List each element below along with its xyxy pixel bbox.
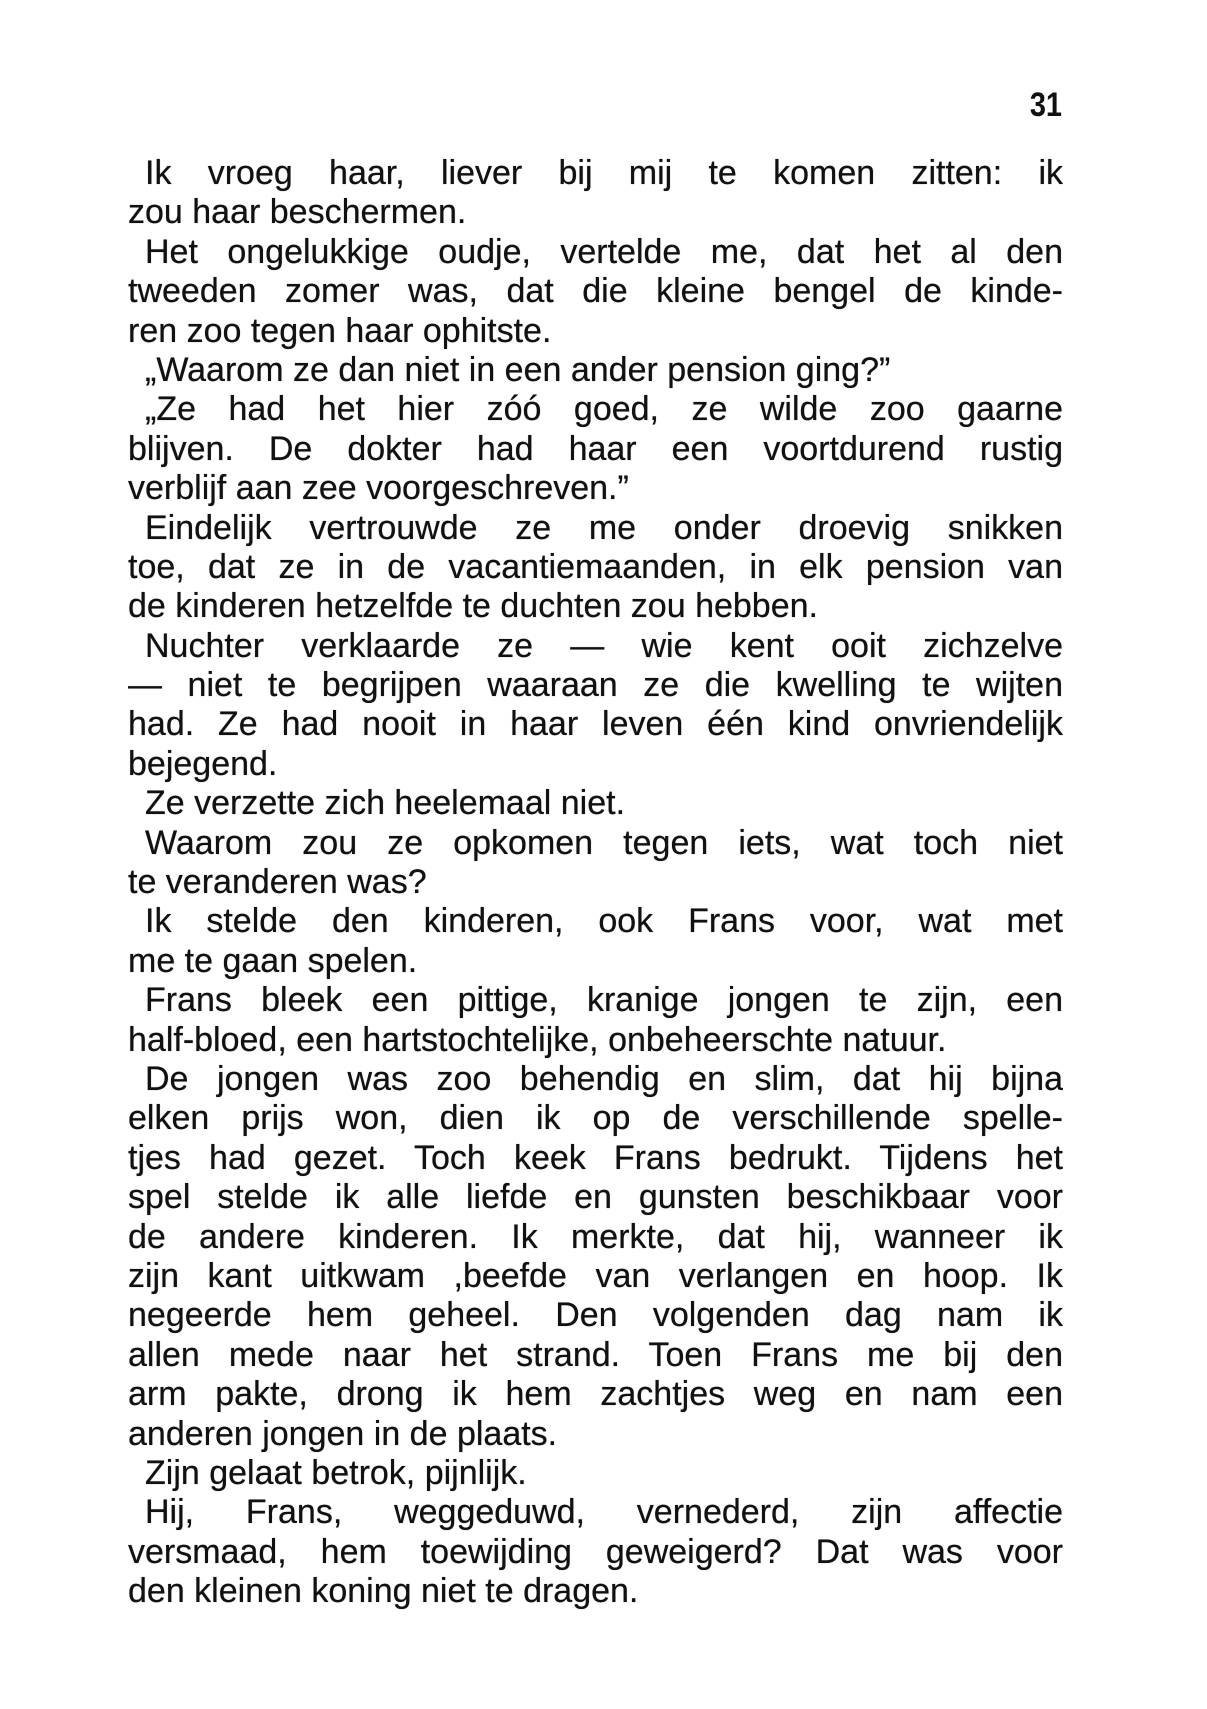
text-line: zou haar beschermen. xyxy=(128,193,467,232)
text-line: „Waarom ze dan niet in een ander pension ging?” xyxy=(145,350,891,389)
text-line: negeerde hem geheel. Den volgenden dag nam ik xyxy=(128,1296,1063,1335)
text-line: me te gaan spelen. xyxy=(128,941,418,980)
text-line: toe, dat ze in de vacantiemaanden, in elk pension van xyxy=(128,547,1063,586)
text-line: ren zoo tegen haar ophitste. xyxy=(128,311,552,350)
text-line: Ik vroeg haar, liever bij mij te komen zitten: ik xyxy=(145,154,1063,192)
text-line: — niet te begrijpen waaraan ze die kwelling te wijten xyxy=(128,666,1063,705)
paragraph xyxy=(128,351,1063,390)
text-line: bejegend. xyxy=(128,744,278,783)
paragraph xyxy=(128,824,1063,903)
text-line: Nuchter verklaarde ze — wie kent ooit zichzelve xyxy=(145,626,1063,665)
text-line: te veranderen was? xyxy=(128,863,427,902)
text-line: Waarom zou ze opkomen tegen iets, wat toch niet xyxy=(145,823,1063,862)
paragraph xyxy=(128,1493,1063,1611)
page-number: 31 xyxy=(1029,86,1062,124)
text-line: den kleinen koning niet te dragen. xyxy=(128,1572,639,1611)
text-line: blijven. De dokter had haar een voortdurend rustig xyxy=(128,429,1063,468)
text-line: Zijn gelaat betrok, pijnlijk. xyxy=(145,1453,527,1492)
text-line: zijn kant uitkwam ,beefde van verlangen en hoop. Ik xyxy=(128,1256,1063,1295)
paragraph xyxy=(128,509,1063,627)
text-line: elken prijs won, dien ik op de verschillende spelle- xyxy=(128,1099,1063,1138)
text-line: Het ongelukkige oudje, vertelde me, dat het al den xyxy=(145,232,1063,271)
text-line: anderen jongen in de plaats. xyxy=(128,1414,558,1453)
paragraph xyxy=(128,627,1063,785)
text-line: spel stelde ik alle liefde en gunsten beschikbaar voor xyxy=(128,1178,1063,1217)
text-line: Frans bleek een pittige, kranige jongen te zijn, een xyxy=(145,981,1063,1020)
paragraph xyxy=(128,784,1063,823)
text-line: had. Ze had nooit in haar leven één kind onvriendelijk xyxy=(128,705,1063,744)
text-line: Hij, Frans, weggeduwd, vernederd, zijn affectie xyxy=(145,1493,1063,1532)
text-line: arm pakte, drong ik hem zachtjes weg en nam een xyxy=(128,1375,1063,1414)
paragraph xyxy=(128,390,1063,508)
paragraph xyxy=(128,902,1063,981)
text-line: Eindelijk vertrouwde ze me onder droevig snikken xyxy=(145,508,1063,547)
text-line: Ik stelde den kinderen, ook Frans voor, wat met xyxy=(145,902,1063,941)
text-line: Ze verzette zich heelemaal niet. xyxy=(145,784,626,823)
text-line: „Ze had het hier zóó goed, ze wilde zoo gaarne xyxy=(145,390,1063,429)
paragraph xyxy=(128,233,1063,351)
text-line: versmaad, hem toewijding geweigerd? Dat was voor xyxy=(128,1532,1063,1571)
text-line: tjes had gezet. Toch keek Frans bedrukt. Tijdens het xyxy=(128,1138,1063,1177)
text-line: de andere kinderen. Ik merkte, dat hij, wanneer ik xyxy=(128,1217,1063,1256)
text-line: de kinderen hetzelfde te duchten zou hebben. xyxy=(128,587,818,626)
text-line: verblijf aan zee voorgeschreven.” xyxy=(128,469,629,508)
text-line: tweeden zomer was, dat die kleine bengel de kinde- xyxy=(128,272,1063,311)
text-line: allen mede naar het strand. Toen Frans me bij den xyxy=(128,1335,1063,1374)
text-line: De jongen was zoo behendig en slim, dat hij bijna xyxy=(145,1059,1063,1098)
paragraph xyxy=(128,154,1063,233)
paragraph xyxy=(128,1454,1063,1493)
body-text xyxy=(128,154,1063,1611)
text-line: half-bloed, een hartstochtelijke, onbeheerschte natuur. xyxy=(128,1020,947,1059)
paragraph xyxy=(128,1060,1063,1454)
paragraph xyxy=(128,981,1063,1060)
